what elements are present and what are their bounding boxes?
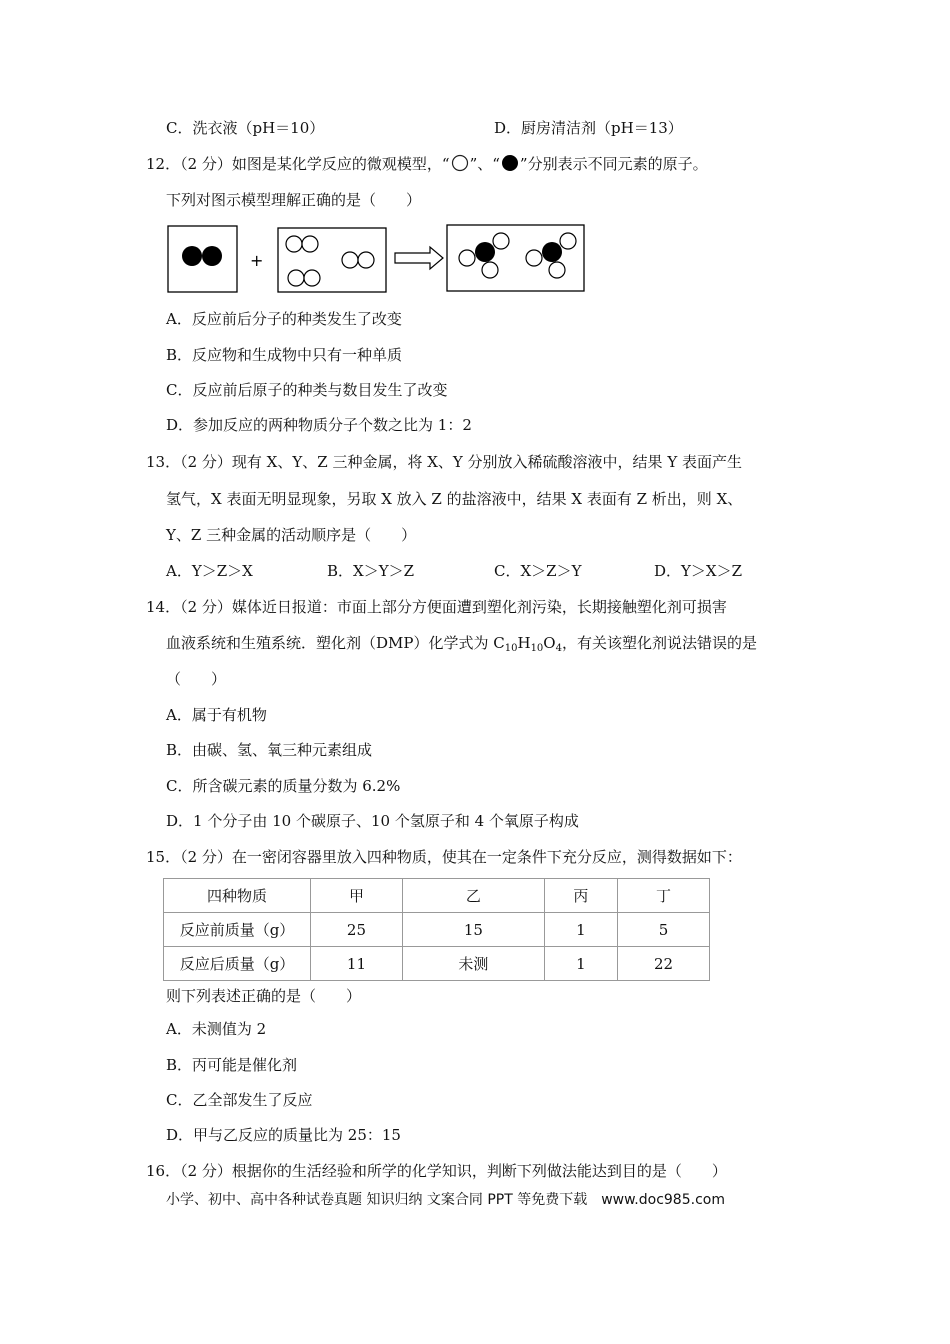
q14-stem-line1: 14．（2 分）媒体近日报道：市面上部分方便面遭到塑化剂污染，长期接触塑化剂可损害 bbox=[146, 598, 727, 616]
q15-data-table bbox=[163, 878, 710, 981]
table-row bbox=[164, 947, 710, 981]
page-footer: 小学、初中、高中各种试卷真题 知识归纳 文案合同 PPT 等免费下载 www.doc985.com bbox=[166, 1192, 725, 1208]
table-cell: 未测 bbox=[402, 947, 544, 981]
q13-option-d: D．Y＞X＞Z bbox=[654, 562, 743, 580]
q14-option-d: D．1 个分子由 10 个碳原子、10 个氢原子和 4 个氧原子构成 bbox=[166, 812, 579, 830]
table-header-cell: 丙 bbox=[544, 879, 617, 913]
q13-stem-line3: Y、Z 三种金属的活动顺序是（ ） bbox=[166, 526, 417, 544]
q13-option-b: B．X＞Y＞Z bbox=[327, 562, 415, 580]
reaction-arrow-icon bbox=[395, 247, 443, 269]
q12-stem-line2: 下列对图示模型理解正确的是（ ） bbox=[166, 191, 422, 209]
q14-option-b: B．由碳、氢、氧三种元素组成 bbox=[166, 741, 373, 759]
table-header-cell: 丁 bbox=[618, 879, 710, 913]
q14-option-a: A．属于有机物 bbox=[166, 706, 267, 724]
table-header-cell: 乙 bbox=[402, 879, 544, 913]
q13-stem-line1: 13．（2 分）现有 X、Y、Z 三种金属，将 X、Y 分别放入稀硫酸溶液中，结果 Y 表面产生 bbox=[146, 453, 742, 471]
table-cell: 反应前质量（g） bbox=[164, 913, 311, 947]
q15-option-b: B．丙可能是催化剂 bbox=[166, 1056, 298, 1074]
q12-score: （2 分） bbox=[180, 155, 232, 173]
plus-sign: + bbox=[250, 251, 264, 270]
q11-option-d: D．厨房清洁剂（pH＝13） bbox=[494, 119, 683, 137]
table-cell: 1 bbox=[544, 913, 617, 947]
table-cell: 1 bbox=[544, 947, 617, 981]
table-header-cell: 四种物质 bbox=[164, 879, 311, 913]
q13-stem-line2: 氢气，X 表面无明显现象，另取 X 放入 Z 的盐溶液中，结果 X 表面有 Z 析出，则 X、 bbox=[166, 490, 743, 508]
black-atom bbox=[202, 246, 222, 266]
q12-option-c: C．反应前后原子的种类与数目发生了改变 bbox=[166, 381, 448, 399]
q15-after-text: 则下列表述正确的是（ ） bbox=[166, 987, 362, 1005]
table-cell: 5 bbox=[618, 913, 710, 947]
q13-option-a: A．Y＞Z＞X bbox=[166, 562, 253, 580]
white-atom-icon bbox=[451, 154, 469, 172]
q12-option-a: A．反应前后分子的种类发生了改变 bbox=[166, 310, 402, 328]
q12-stem: 12．（2 分）如图是某化学反应的微观模型，“ ”、“ ”分别表示不同元素的原子。 bbox=[146, 155, 708, 173]
table-cell: 15 bbox=[402, 913, 544, 947]
table-cell: 反应后质量（g） bbox=[164, 947, 311, 981]
q14-stem-line3: （ ） bbox=[166, 670, 227, 688]
reaction-model-diagram bbox=[160, 220, 590, 300]
q12-option-b: B．反应物和生成物中只有一种单质 bbox=[166, 346, 403, 364]
black-atom-icon bbox=[501, 154, 519, 172]
q12-option-d: D．参加反应的两种物质分子个数之比为 1：2 bbox=[166, 416, 472, 434]
q11-option-c: C．洗衣液（pH＝10） bbox=[166, 119, 325, 137]
q16-stem: 16．（2 分）根据你的生活经验和所学的化学知识，判断下列做法能达到目的是（ ） bbox=[146, 1162, 727, 1180]
q15-stem: 15．（2 分）在一密闭容器里放入四种物质，使其在一定条件下充分反应，测得数据如下： bbox=[146, 848, 742, 866]
q14-stem-line2: 血液系统和生殖系统．塑化剂（DMP）化学式为 $C_{10}H_{10}O_4$，有关该塑化剂说法错误的是 bbox=[166, 634, 757, 654]
q13-option-c: C．X＞Z＞Y bbox=[494, 562, 582, 580]
table-cell: 11 bbox=[311, 947, 403, 981]
q15-option-c: C．乙全部发生了反应 bbox=[166, 1091, 313, 1109]
table-cell: 25 bbox=[311, 913, 403, 947]
table-header-cell: 甲 bbox=[311, 879, 403, 913]
table-cell: 22 bbox=[618, 947, 710, 981]
black-atom bbox=[182, 246, 202, 266]
table-header-row bbox=[164, 879, 710, 913]
q15-option-d: D．甲与乙反应的质量比为 25：15 bbox=[166, 1126, 401, 1144]
table-row bbox=[164, 913, 710, 947]
q12-number: 12． bbox=[146, 155, 181, 173]
q14-option-c: C．所含碳元素的质量分数为 6.2% bbox=[166, 777, 401, 795]
q15-option-a: A．未测值为 2 bbox=[166, 1020, 267, 1038]
